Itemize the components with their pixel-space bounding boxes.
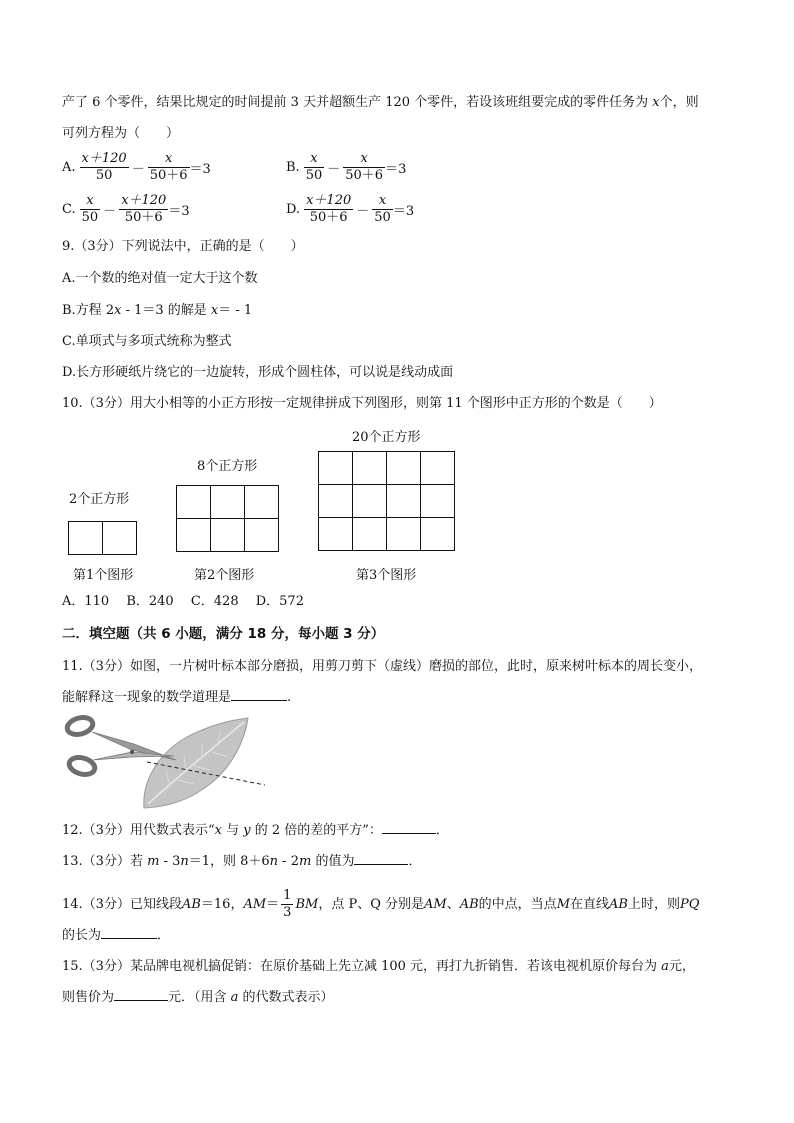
fig1-count-label: 2个正方形 [69, 492, 130, 507]
fig2-grid [176, 485, 279, 552]
fraction: $\frac{x+120}{50}$ [81, 151, 127, 183]
q8-line2: 可列方程为（ ） [62, 126, 180, 141]
fig1-caption: 第1个图形 [73, 568, 134, 583]
q15-line1: 15.（3分）某品牌电视机搞促销：在原价基础上先立减 100 元，再打九折销售．若该电视机原价每台为 a元， [62, 959, 695, 974]
fraction: $\frac{x}{50+6}$ [345, 151, 384, 183]
fraction: $\frac{x+120}{50+6}$ [306, 193, 352, 225]
fraction: $\frac{x+120}{50+6}$ [121, 193, 167, 225]
q11-line1: 11.（3分）如图，一片树叶标本部分磨损，用剪刀剪下（虚线）磨损的部位，此时，原来树叶标本的周长变小， [62, 659, 702, 674]
fig3-grid [318, 451, 455, 551]
fraction: $\frac{x}{50}$ [305, 151, 323, 183]
q10-stem: 10.（3分）用大小相等的小正方形按一定规律拼成下列图形，则第 11 个图形中正方形的个数是（ ） [62, 396, 662, 411]
fig1-grid [68, 521, 137, 555]
answer-blank[interactable] [101, 938, 157, 939]
q12-line: 12.（3分）用代数式表示“x 与 y 的 2 倍的差的平方”： ． [62, 823, 449, 838]
fraction: $\frac{x}{50}$ [81, 193, 99, 225]
answer-blank[interactable] [354, 864, 408, 865]
section-heading: 二．填空题（共 6 小题，满分 18 分，每小题 3 分） [62, 626, 385, 642]
q9-stem: 9.（3分）下列说法中，正确的是（ ） [62, 239, 304, 254]
q8-option-a[interactable]: A. $\frac{x+120}{50}$ － $\frac{x}{50+6}$ ＝3 [62, 151, 211, 183]
q9-option-d[interactable]: D.长方形硬纸片绕它的一边旋转，形成个圆柱体，可以说是线动成面 [62, 365, 454, 380]
q8-line1: 产了 6 个零件，结果比规定的时间提前 3 天并超额生产 120 个零件，若设该班组要完成的零件任务为 x个，则 [62, 95, 699, 110]
fig2-count-label: 8个正方形 [197, 459, 258, 474]
leaf-icon [144, 718, 248, 808]
q13-line: 13.（3分）若 m - 3n＝1，则 8＋6n - 2m 的值为 ． [62, 854, 422, 869]
q8-option-b[interactable]: B. $\frac{x}{50}$ － $\frac{x}{50+6}$ ＝3 [286, 151, 407, 183]
q9-option-c[interactable]: C.单项式与多项式统称为整式 [62, 334, 232, 349]
q14-line2: 的长为 ． [62, 928, 171, 943]
q8-option-d[interactable]: D. $\frac{x+120}{50+6}$ － $\frac{x}{50}$ ＝3 [286, 193, 415, 225]
q10-options[interactable]: A．110 B．240 C．428 D．572 [62, 594, 304, 609]
q9-option-a[interactable]: A.一个数的绝对值一定大于这个数 [62, 271, 258, 286]
fraction: $\frac{1}{3}$ [283, 888, 292, 920]
scissors-leaf-figure [62, 712, 272, 812]
fraction: $\frac{x}{50}$ [374, 193, 391, 225]
answer-blank[interactable] [114, 1000, 168, 1001]
fig3-caption: 第3个图形 [356, 568, 417, 583]
q8-option-c[interactable]: C. $\frac{x}{50}$ － $\frac{x+120}{50+6}$ ＝3 [62, 193, 190, 225]
q11-line2: 能解释这一现象的数学道理是 . [62, 690, 292, 705]
fig2-caption: 第2个图形 [194, 568, 255, 583]
fraction: $\frac{x}{50+6}$ [149, 151, 188, 183]
q9-option-b[interactable]: B.方程 2x - 1＝3 的解是 x＝ - 1 [62, 303, 253, 318]
fig3-count-label: 20个正方形 [352, 430, 421, 445]
q14-line1: 14.（3分）已知线段 AB ＝16， AM ＝ $\frac{1}{3}$ BM ，点 P、Q 分别是 AM 、 AB 的中点，当点 M 在直线 AB 上时，则 PQ [62, 888, 700, 920]
q15-line2: 则售价为 元．（用含 a 的代数式表示） [62, 990, 334, 1005]
answer-blank[interactable] [382, 833, 436, 834]
answer-blank[interactable] [231, 700, 287, 701]
